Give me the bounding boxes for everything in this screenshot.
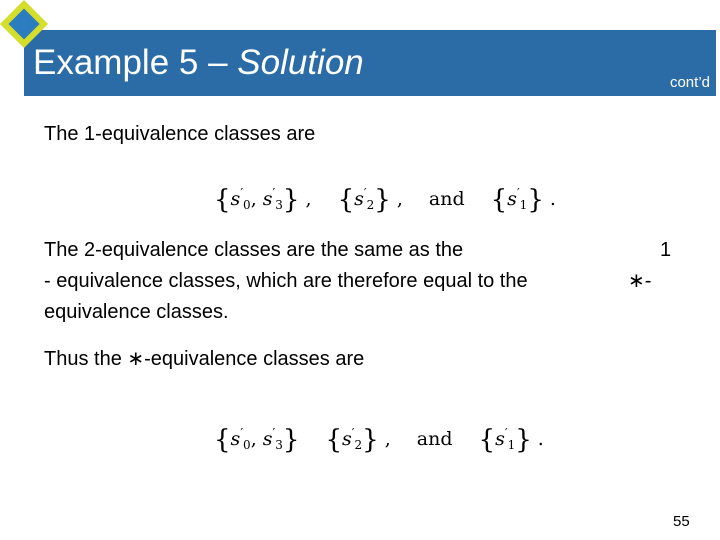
paragraph-2-line-3: equivalence classes. (44, 301, 229, 323)
paragraph-2-line-1a: The 2-equivalence classes are the same as the (44, 239, 464, 261)
equivalence-classes-formula-2: {$s'_0$, $s'_3$} $\{s'_2\}$ , and $\{s'_1\}$ . (214, 425, 544, 455)
equivalence-classes-formula-1: {$s'_0$, $s'_3$} , $\{s'_2\}$ , and $\{s'_1\}$ . (214, 185, 556, 215)
title-italic: Solution (237, 43, 364, 82)
continued-label: cont’d (669, 74, 710, 91)
star-classes-line: Thus the ∗-equivalence classes are (44, 348, 365, 370)
page-title (33, 41, 364, 85)
intro-line: The 1-equivalence classes are (44, 123, 316, 145)
title-bar (24, 30, 716, 96)
paragraph-2-line-1b: 1 (660, 239, 672, 261)
page-number: 55 (673, 513, 690, 530)
paragraph-2-line-2b: ∗- (628, 270, 652, 292)
title-main: Example 5 – (33, 43, 238, 82)
paragraph-2-line-2a: - equivalence classes, which are therefore equal to the (44, 270, 528, 292)
